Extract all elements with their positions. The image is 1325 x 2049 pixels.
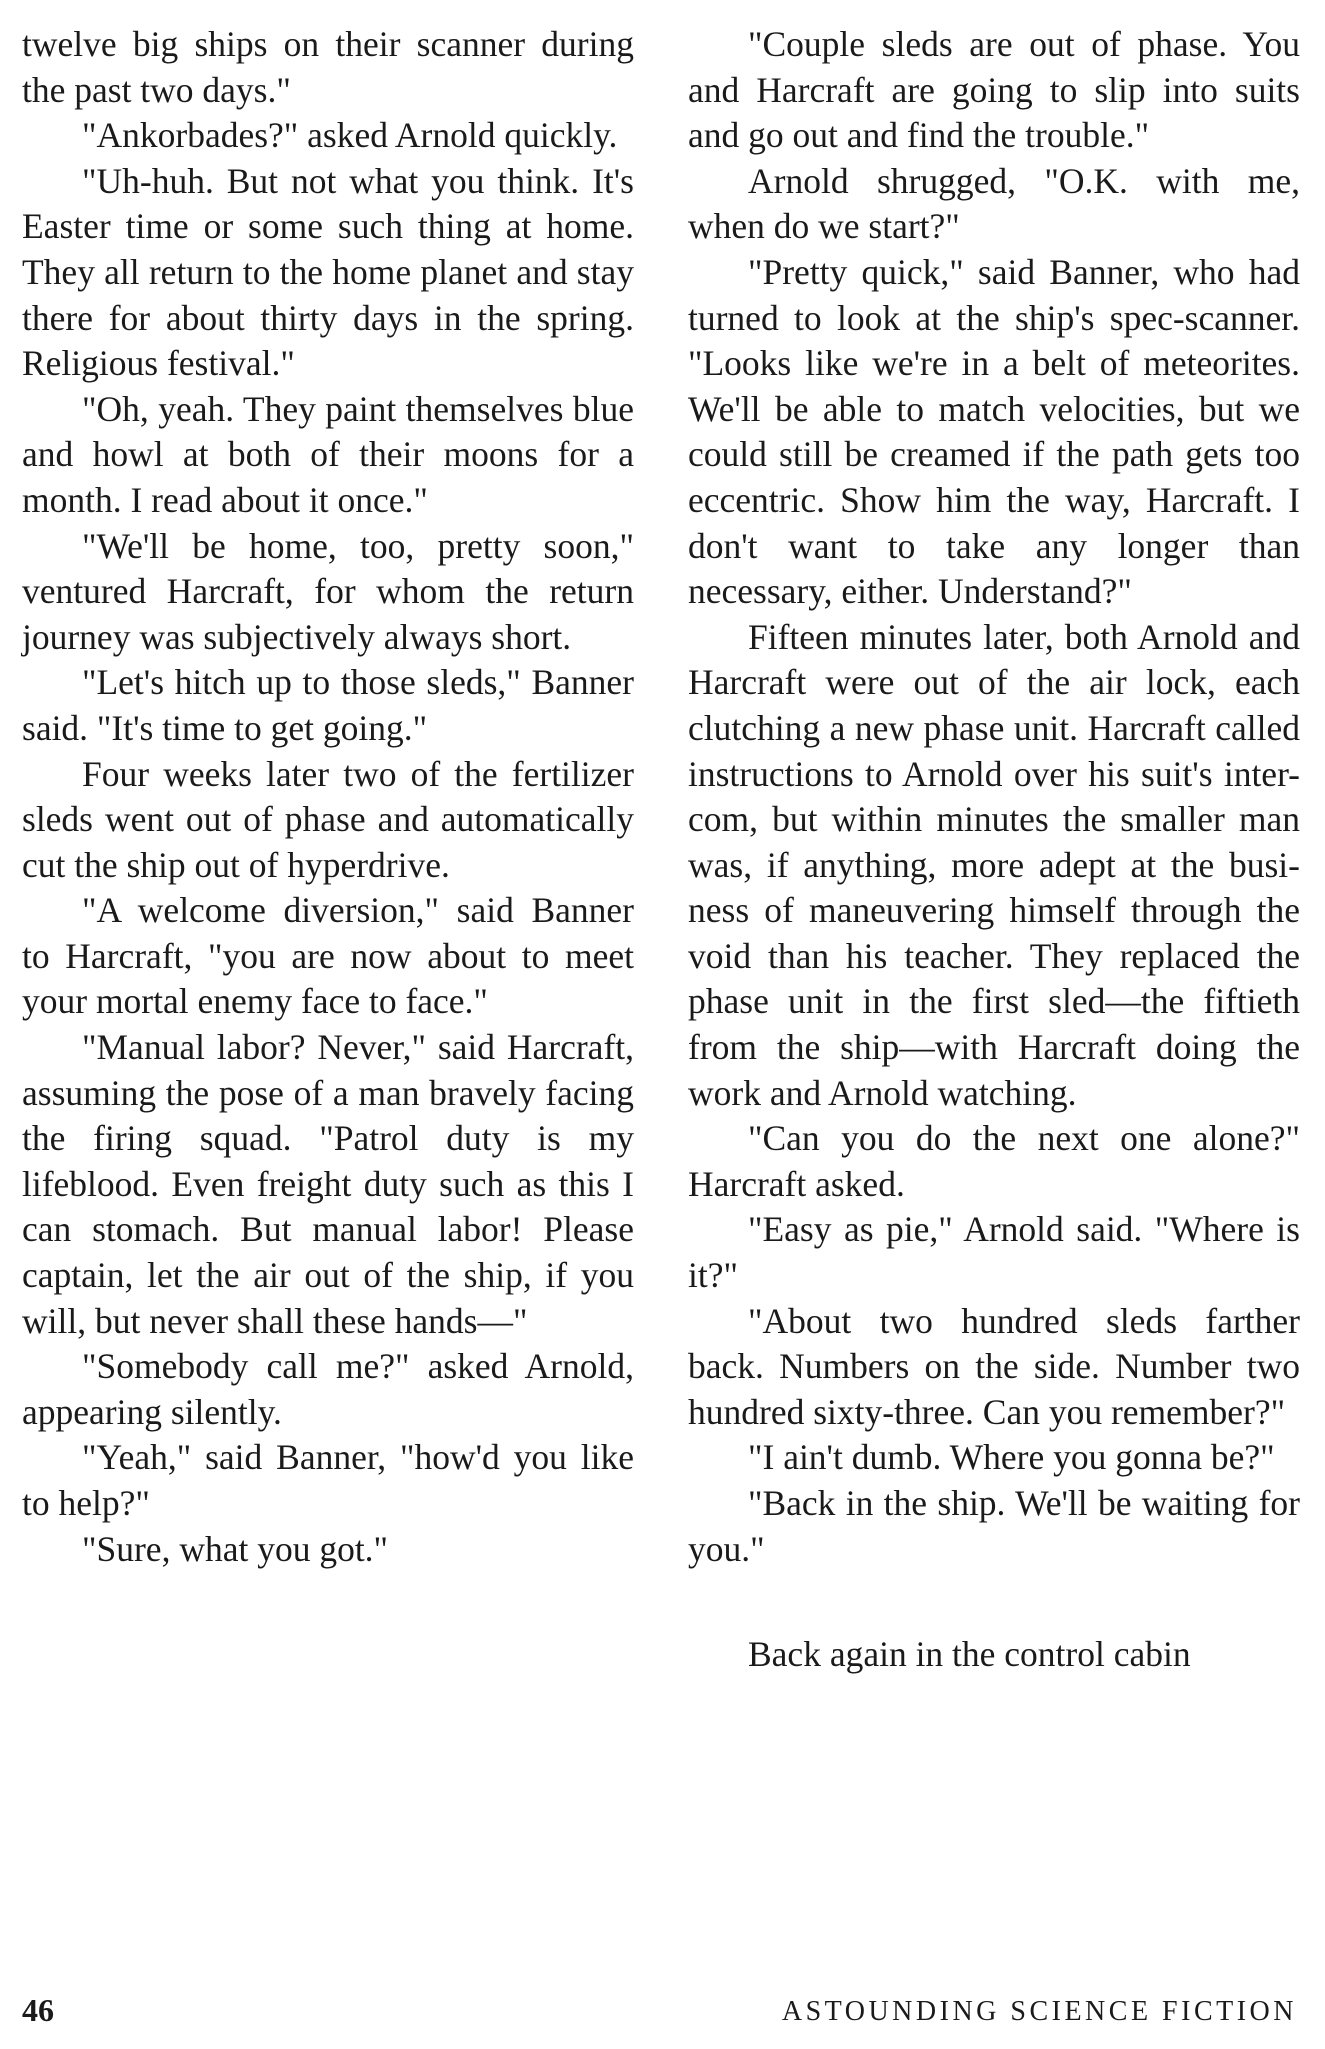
paragraph: "Easy as pie," Arnold said. "Where is it?"	[688, 1209, 1300, 1296]
paragraph: "Back in the ship. We'll be waiting for you."	[688, 1483, 1300, 1569]
page-number: 46	[22, 1992, 54, 2028]
right-text-column	[688, 22, 1300, 1678]
running-title: ASTOUNDING SCIENCE FICTION	[781, 1996, 1297, 2027]
paragraph: "Ankorbades?" asked Arnold quickly.	[82, 115, 618, 156]
paragraph: "Uh-huh. But not what you think. It's Easter time or some such thing at home. They all return to the home planet and stay there for about thirty days in the spring. Religious festival."	[22, 160, 634, 384]
paragraph: "Couple sleds are out of phase. You and Harcraft are going to slip into suits and go out and find the trouble."	[688, 24, 1300, 156]
paragraph: twelve big ships on their scanner during the past two days."	[22, 24, 634, 110]
left-text-column	[22, 22, 634, 1572]
paragraph: "Sure, what you got."	[82, 1528, 389, 1569]
paragraph: "Pretty quick," said Banner, who had turned to look at the ship's spec-scanner. "Looks like we're in a belt of meteorites. We'll be able to match velocities, but we could still be creamed if the path gets too eccentric. Show him the way, Harcraft. I don't want to take any longer than necessary, either. Understand?"	[688, 251, 1300, 612]
page-footer	[22, 1992, 1297, 2032]
paragraph: "Somebody call me?" asked Arnold, appearing silently.	[22, 1346, 634, 1432]
paragraph: "I ain't dumb. Where you gonna be?"	[748, 1437, 1275, 1478]
paragraph: Four weeks later two of the fertilizer sleds went out of phase and automatically cut the ship out of hyperdrive.	[22, 753, 634, 885]
paragraph: "Manual labor? Never," said Harcraft, assuming the pose of a man bravely facing the firing squad. "Patrol duty is my lifeblood. Even freight duty such as this I can stomach. But manual labor! Please captain, let the air out of the ship, if you will, but never shall these hands—"	[22, 1027, 634, 1341]
paragraph: "About two hundred sleds farther back. Numbers on the side. Number two hundred sixty-three. Can you remember?"	[688, 1300, 1300, 1432]
paragraph: "Oh, yeah. They paint themselves blue and howl at both of their moons for a month. I read about it once."	[22, 388, 634, 520]
paragraph: "Yeah," said Banner, "how'd you like to help?"	[22, 1437, 634, 1523]
paragraph: "We'll be home, too, pretty soon," ventured Harcraft, for whom the return journey was subjectively always short.	[22, 525, 634, 657]
paragraph: "Let's hitch up to those sleds," Banner said. "It's time to get going."	[22, 662, 634, 748]
paragraph: Back again in the control cabin	[748, 1634, 1191, 1675]
paragraph: Arnold shrugged, "O.K. with me, when do we start?"	[688, 160, 1300, 247]
paragraph: "A welcome diversion," said Banner to Harcraft, "you are now about to meet your mortal enemy face to face."	[22, 890, 634, 1022]
paragraph: Fifteen minutes later, both Arnold and Harcraft were out of the air lock, each clutching a new phase unit. Harcraft called instructions to Arnold over his suit's inter-com, but within minutes the smaller man was, if anything, more adept at the business of maneuvering himself through the void than his teacher. They replaced the phase unit in the first sled—the fiftieth from the ship—with Harcraft doing the work and Arnold watching.	[688, 616, 1300, 1113]
paragraph: "Can you do the next one alone?" Harcraft asked.	[688, 1118, 1300, 1204]
